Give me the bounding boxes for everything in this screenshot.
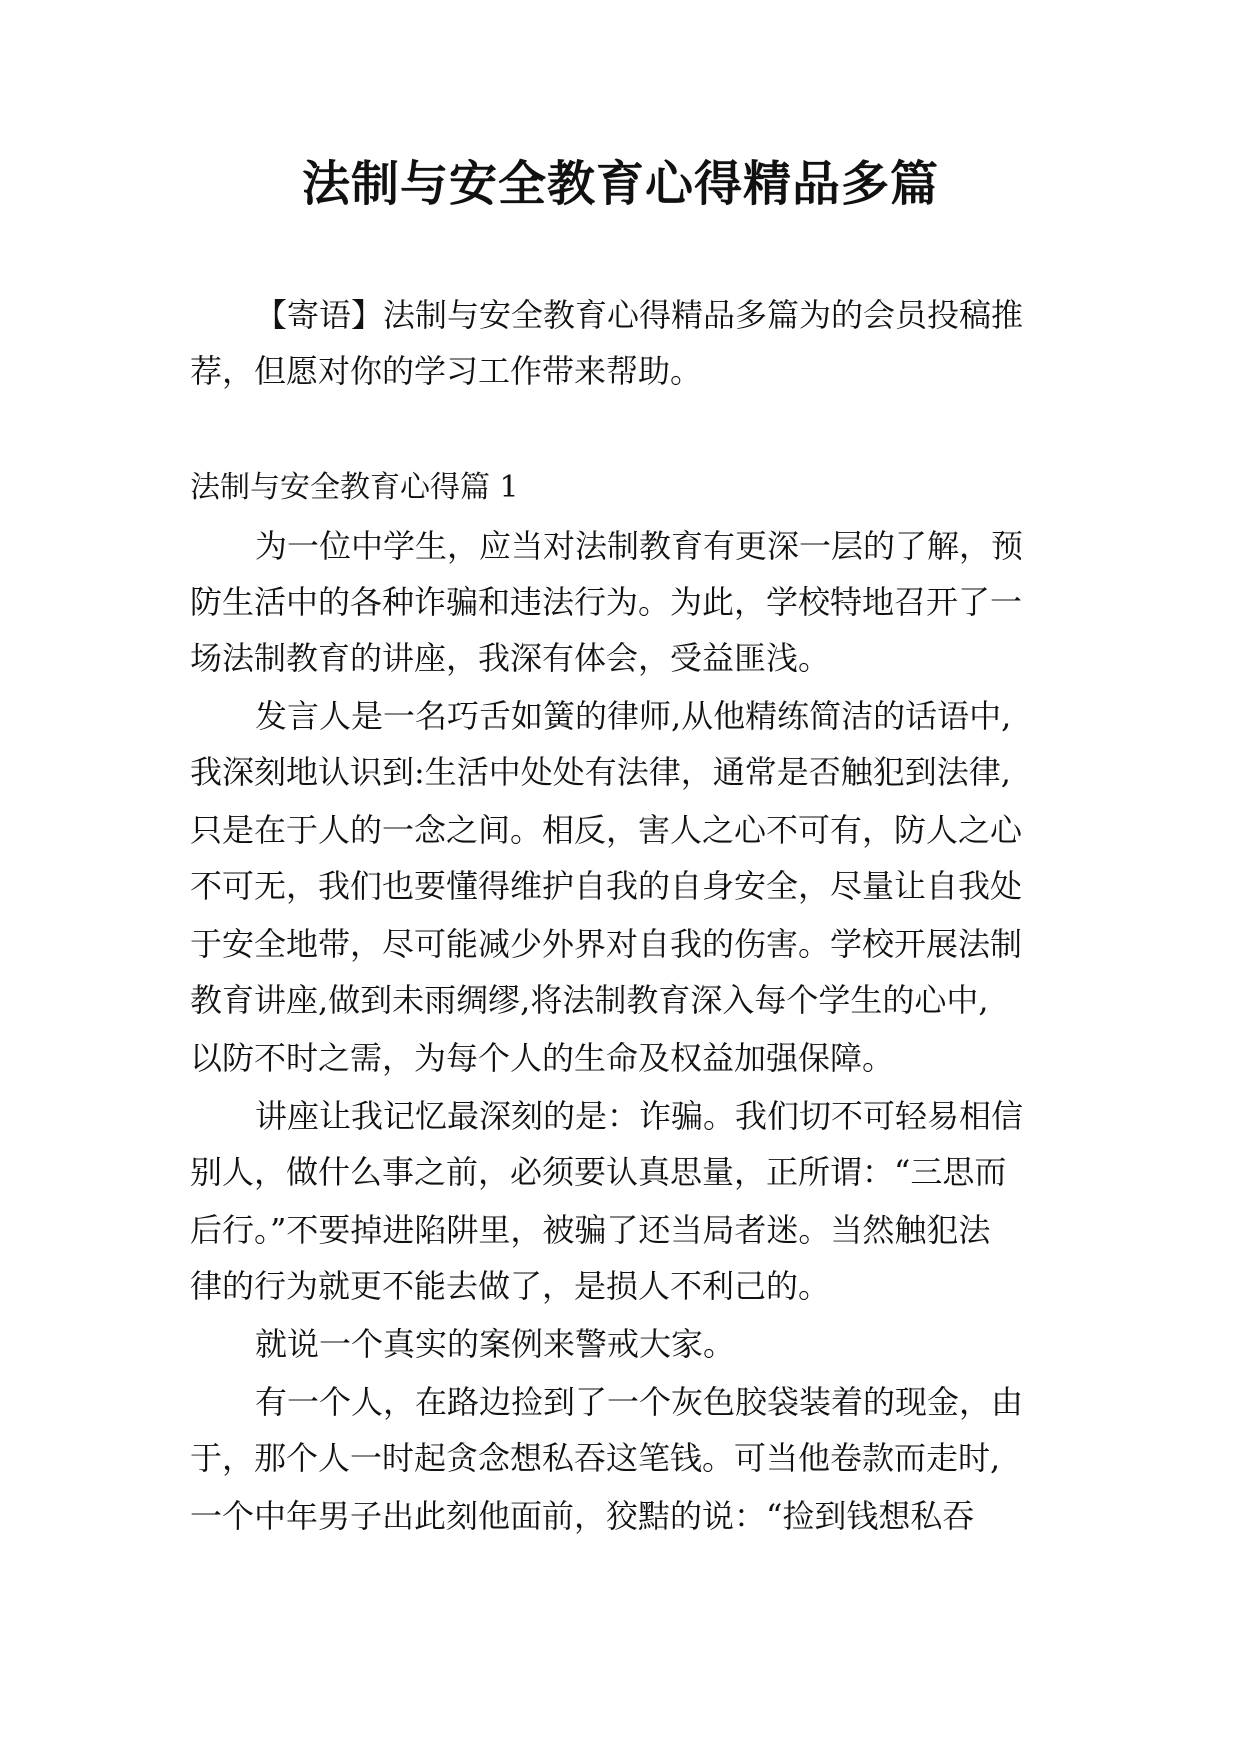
- paragraph-line: 于安全地带，尽可能减少外界对自我的伤害。学校开展法制: [190, 925, 1023, 963]
- paragraph-line: 有一个人，在路边捡到了一个灰色胶袋装着的现金，由: [255, 1383, 1024, 1421]
- paragraph-line: 后行。”不要掉进陷阱里，被骗了还当局者迷。当然触犯法: [190, 1211, 991, 1249]
- paragraph-line: 只是在于人的一念之间。相反，害人之心不可有，防人之心: [190, 811, 1023, 849]
- paragraph-line: 场法制教育的讲座，我深有体会，受益匪浅。: [190, 639, 831, 677]
- paragraph-line: 别人，做什么事之前，必须要认真思量，正所谓：“三思而: [190, 1153, 1007, 1191]
- section-heading: 法制与安全教育心得篇 1: [190, 470, 519, 505]
- paragraph-line: 以防不时之需，为每个人的生命及权益加强保障。: [190, 1039, 895, 1077]
- paragraph-line: 不可无，我们也要懂得维护自我的自身安全，尽量让自我处: [190, 867, 1023, 905]
- intro-line: 荐，但愿对你的学习工作带来帮助。: [190, 352, 703, 390]
- paragraph-line: 为一位中学生，应当对法制教育有更深一层的了解，预: [255, 527, 1024, 565]
- intro-line: 【寄语】法制与安全教育心得精品多篇为的会员投稿推: [255, 296, 1024, 334]
- paragraph-line: 就说一个真实的案例来警戒大家。: [255, 1325, 736, 1363]
- document-title: 法制与安全教育心得精品多篇: [301, 156, 939, 212]
- paragraph-line: 一个中年男子出此刻他面前，狡黠的说：“捡到钱想私吞: [190, 1497, 975, 1535]
- paragraph-line: 律的行为就更不能去做了，是损人不利己的。: [190, 1267, 831, 1305]
- paragraph-line: 于，那个人一时起贪念想私吞这笔钱。可当他卷款而走时,: [190, 1439, 1001, 1477]
- paragraph-line: 讲座让我记忆最深刻的是：诈骗。我们切不可轻易相信: [255, 1097, 1024, 1135]
- paragraph-line: 我深刻地认识到:生活中处处有法律，通常是否触犯到法律,: [190, 753, 1011, 791]
- paragraph-line: 防生活中的各种诈骗和违法行为。为此，学校特地召开了一: [190, 583, 1023, 621]
- paragraph-line: 教育讲座,做到未雨绸缪,将法制教育深入每个学生的心中,: [190, 981, 989, 1019]
- paragraph-line: 发言人是一名巧舌如簧的律师,从他精练简洁的话语中,: [255, 697, 1012, 735]
